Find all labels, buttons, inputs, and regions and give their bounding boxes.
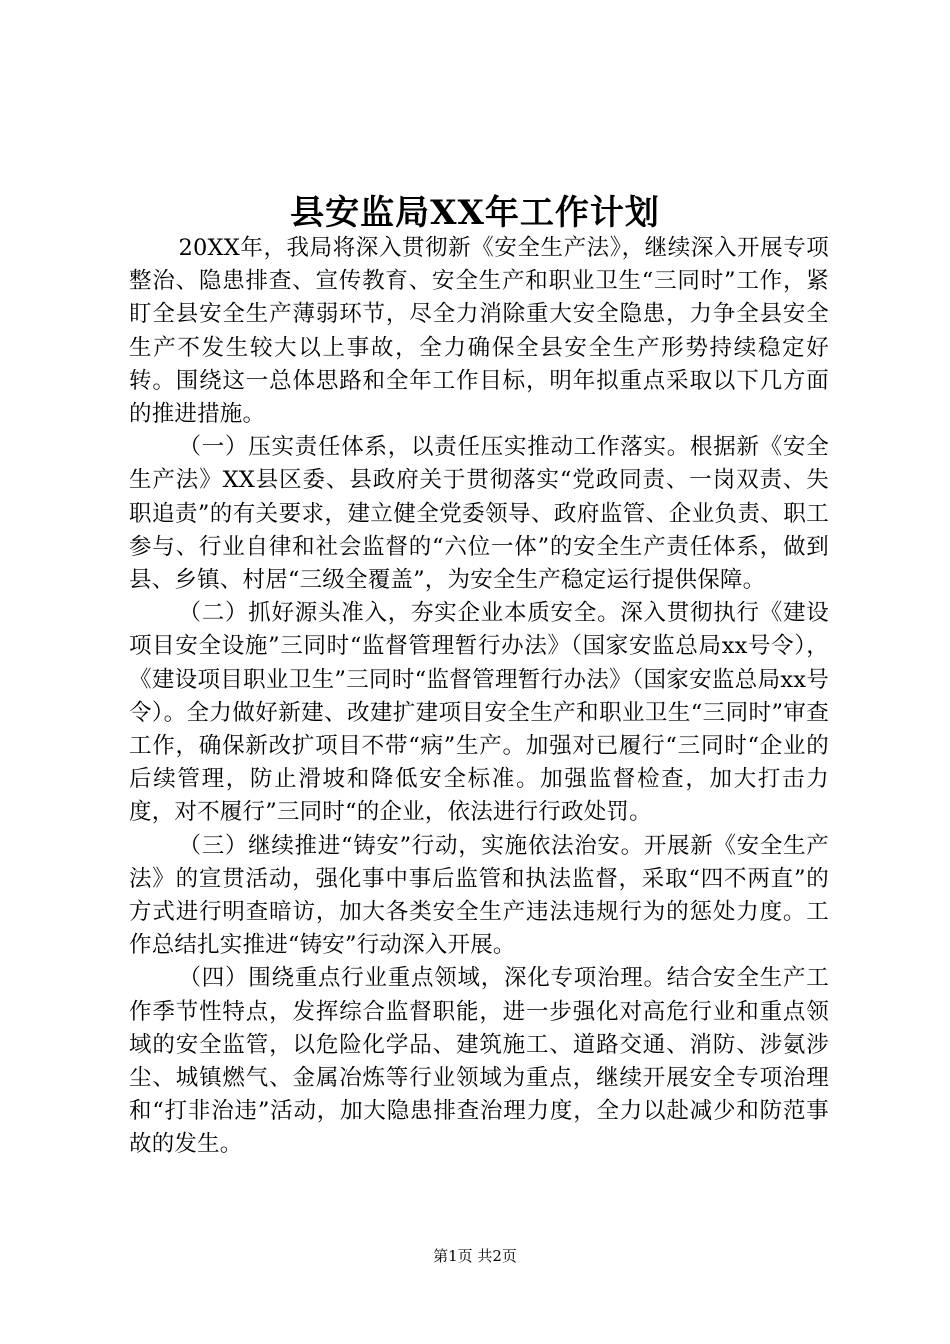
document-body [129, 232, 829, 1162]
paragraph-section-3: （三）继续推进“铸安”行动，实施依法治安。开展新《安全生产法》的宣贯活动，强化事中事后监管和执法监督，采取“四不两直”的方式进行明查暗访，加大各类安全生产违法违规行为的惩处力度。工作总结扎实推进“铸安”行动深入开展。 [129, 832, 829, 959]
page-number-footer: 第1页 共2页 [433, 1247, 517, 1265]
paragraph-section-1: （一）压实责任体系，以责任压实推动工作落实。根据新《安全生产法》XX县区委、县政府关于贯彻落实“党政同责、一岗双责、失职追责”的有关要求，建立健全党委领导、政府监管、企业负责、职工参与、行业自律和社会监督的“六位一体”的安全生产责任体系，做到县、乡镇、村居“三级全覆盖”，为安全生产稳定运行提供保障。 [129, 434, 829, 594]
paragraph-intro: 20XX年，我局将深入贯彻新《安全生产法》，继续深入开展专项整治、隐患排查、宣传教育、安全生产和职业卫生“三同时”工作，紧盯全县安全生产薄弱环节，尽全力消除重大安全隐患，力争全县安全生产不发生较大以上事故，全力确保全县安全生产形势持续稳定好转。围绕这一总体思路和全年工作目标，明年拟重点采取以下几方面的推进措施。 [129, 235, 829, 428]
document-title: 县安监局XX年工作计划 [290, 193, 660, 233]
paragraph-section-4: （四）围绕重点行业重点领域，深化专项治理。结合安全生产工作季节性特点，发挥综合监督职能，进一步强化对高危行业和重点领域的安全监管，以危险化学品、建筑施工、道路交通、消防、涉氨涉尘、城镇燃气、金属冶炼等行业领域为重点，继续开展安全专项治理和“打非治违”活动，加大隐患排查治理力度，全力以赴减少和防范事故的发生。 [129, 965, 829, 1158]
paragraph-section-2: （二）抓好源头准入，夯实企业本质安全。深入贯彻执行《建设项目安全设施”三同时“监督管理暂行办法》（国家安监总局xx号令），《建设项目职业卫生”三同时“监督管理暂行办法》（国家安监总局xx号令）。全力做好新建、改建扩建项目安全生产和职业卫生“三同时”审查工作，确保新改扩项目不带“病”生产。加强对已履行“三同时“企业的后续管理，防止滑坡和降低安全标准。加强监督检查，加大打击力度，对不履行”三同时“的企业，依法进行行政处罚。 [129, 600, 829, 826]
